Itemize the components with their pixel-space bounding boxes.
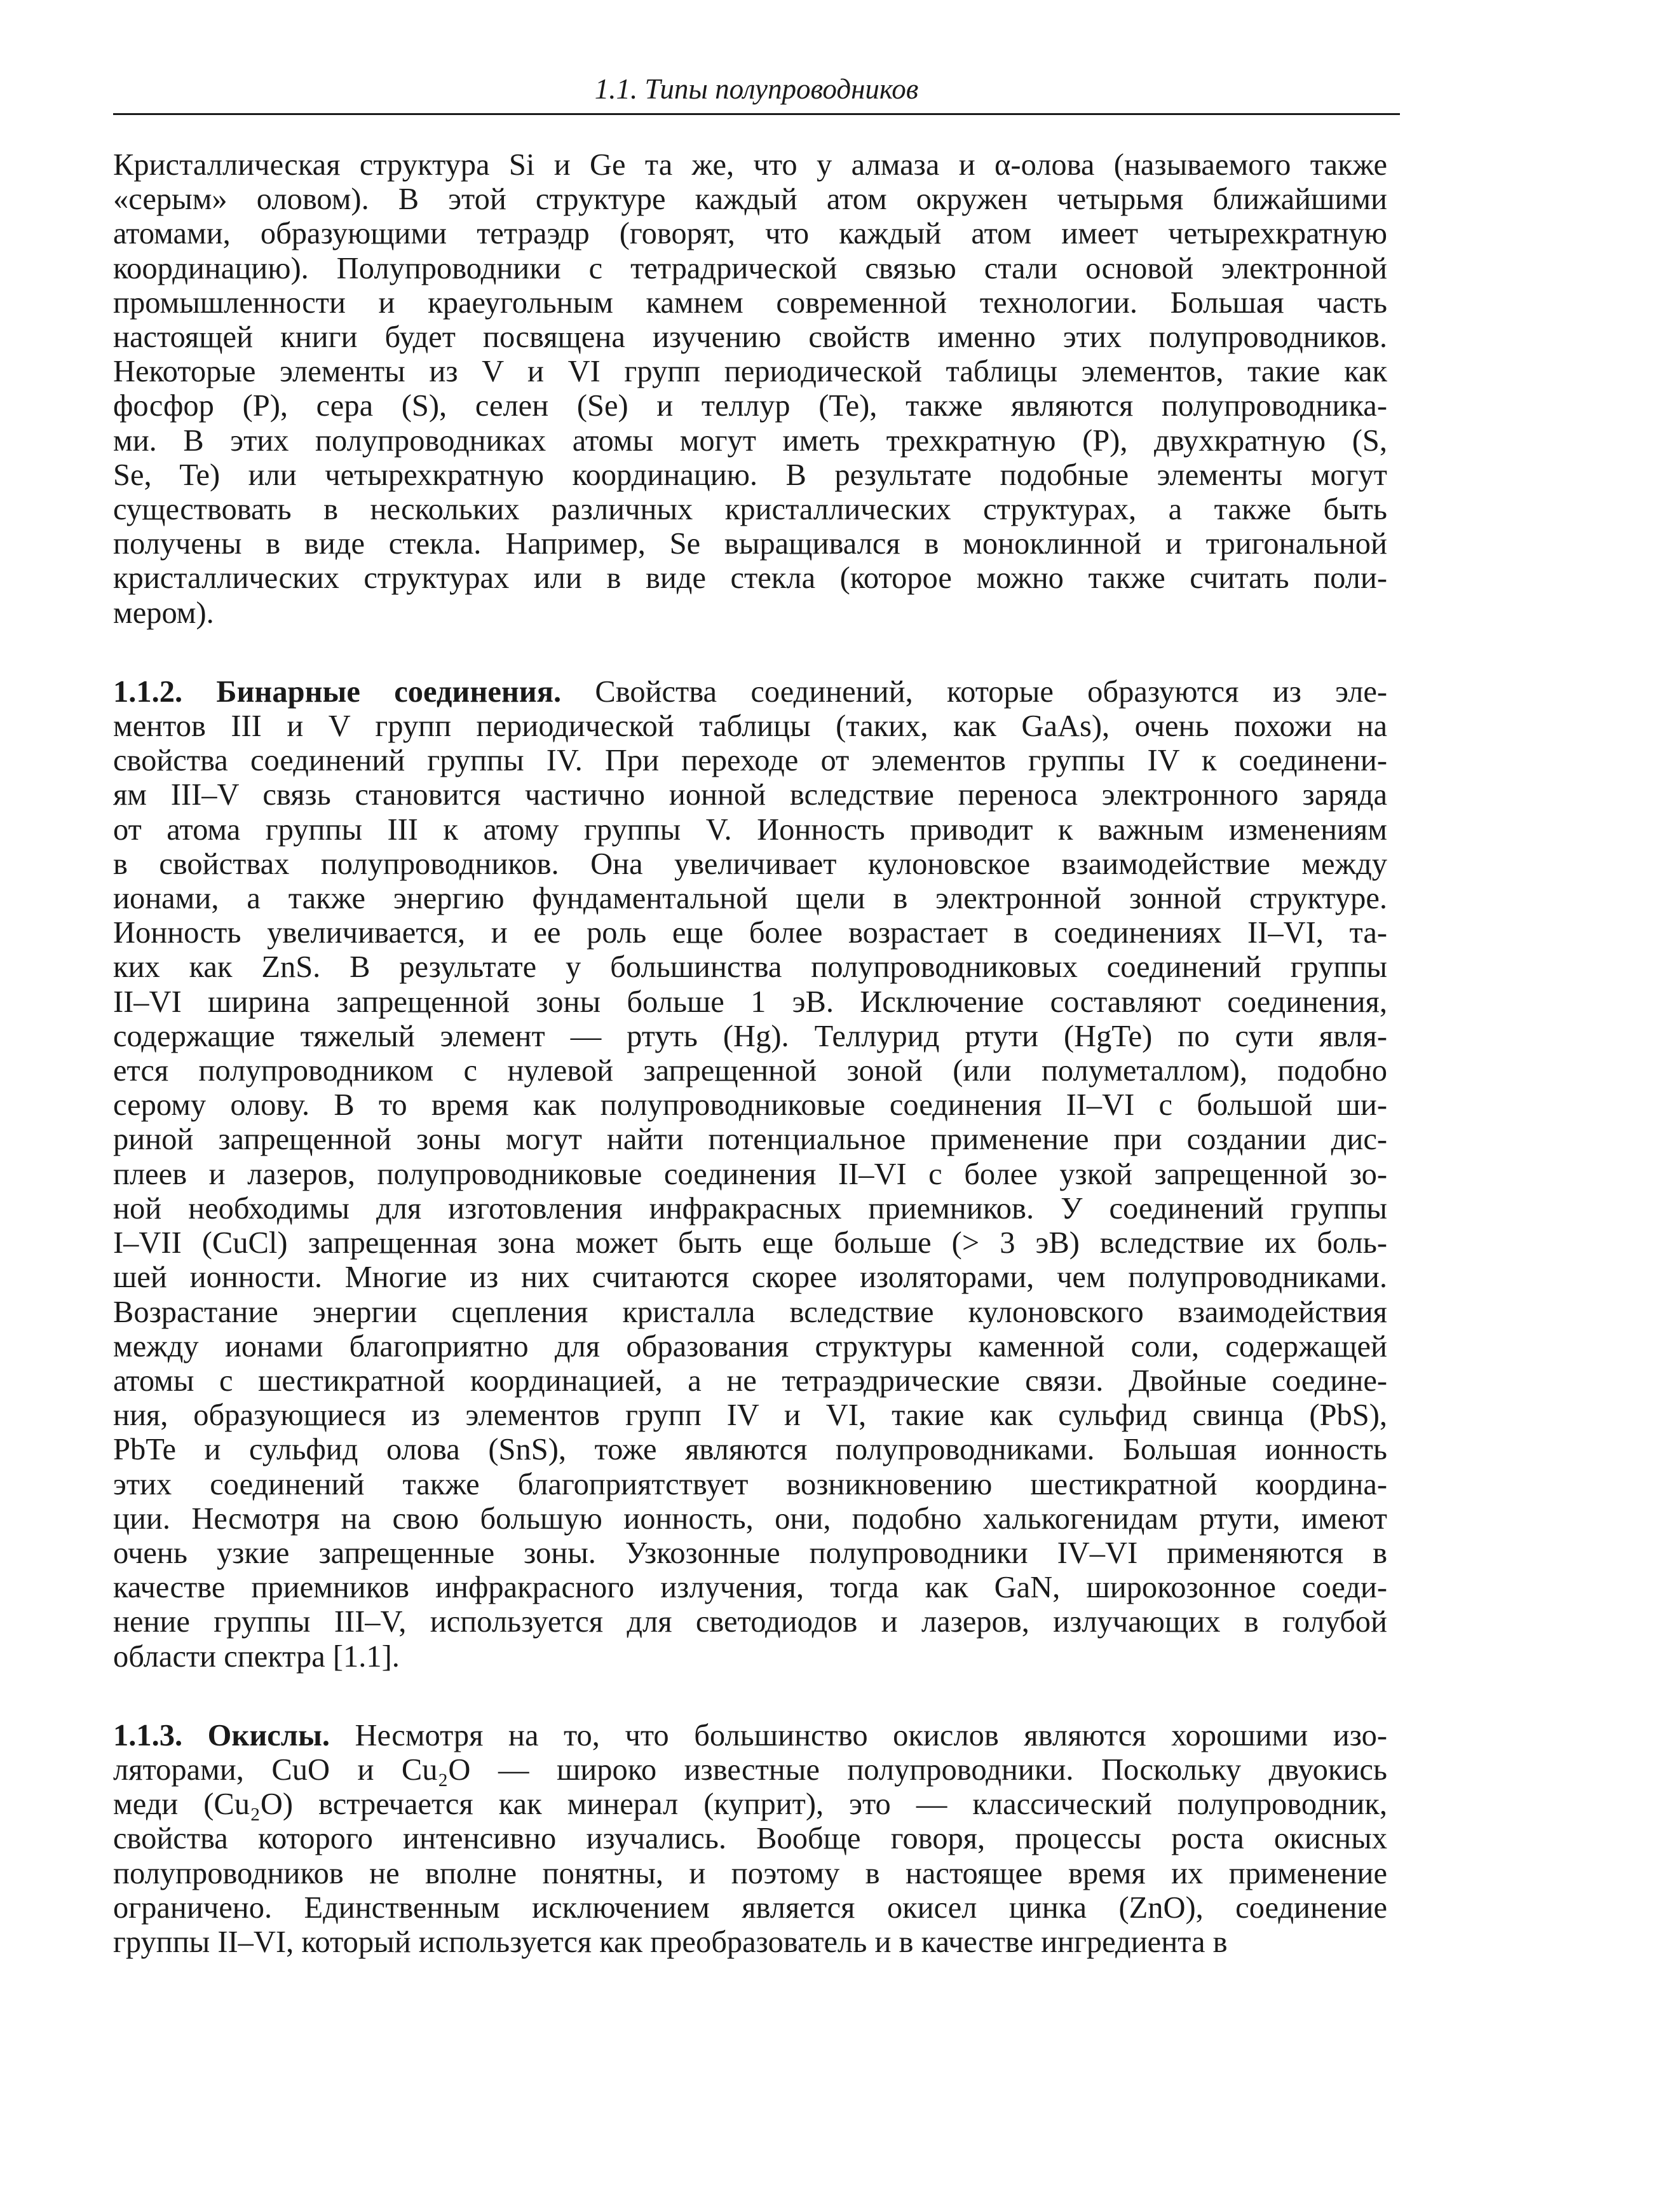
text-line [113,1157,1387,1192]
text-line [113,1433,1387,1467]
text-line [113,286,1387,320]
line-text: кристаллических структурах или в виде стекла (которое можно также считать поли- [113,561,1387,596]
line-text: Свойства соединений, которые образуются из эле- [595,674,1387,709]
text-line [113,1295,1387,1330]
line-text: PbTe и сульфид олова (SnS), тоже являются полупроводниками. Большая ионность [113,1433,1387,1467]
line-text: ям III–V связь становится частично ионной вследствие переноса электронного заряда [113,778,1387,812]
line-text: координацию). Полупроводники с тетрадрической связью стали основой электронной [113,251,1387,285]
running-head [113,70,1400,115]
text-line [113,1468,1387,1502]
text-line [113,1330,1387,1364]
text-line [113,882,1387,916]
line-text: получены в виде стекла. Например, Se выращивался в моноклинной и тригональной [113,527,1387,561]
line-text: меди (Cu₂O) встречается как минерал (куприт), это — классический полупроводник, [113,1787,1387,1822]
line-text: «серым» оловом). В этой структуре каждый атом окружен четырьмя ближайшими [113,182,1387,217]
line-text: ми. В этих полупроводниках атомы могут иметь трехкратную (P), двухкратную (S, [113,423,1387,458]
text-line [113,1054,1387,1088]
text-line [113,916,1387,950]
line-text: Ионность увеличивается, и ее роль еще более возрастает в соединениях II–VI, та- [113,916,1387,950]
line-text: ментов III и V групп периодической таблицы (таких, как GaAs), очень похожи на [113,709,1387,744]
text-line [113,561,1387,596]
line-text: ляторами, CuO и Cu₂O — широко известные полупроводники. Поскольку двуокись [113,1752,1387,1787]
section-title: 1.1.2. Бинарные соединения. [113,674,562,709]
text-line [113,1719,1387,1753]
line-text: атомами, образующими тетраэдр (говорят, что каждый атом имеет четырехкратную [113,217,1387,251]
text-line [113,458,1387,493]
text-line [113,709,1387,744]
text-line [113,847,1387,882]
text-line [113,1502,1387,1536]
text-line [113,1536,1387,1571]
text-line [113,1753,1387,1787]
section-binary-compounds [113,675,1387,1674]
line-text: ких как ZnS. В результате у большинства полупроводниковых соединений группы [113,950,1387,985]
text-line [113,148,1387,182]
line-text: существовать в нескольких различных кристаллических структурах, а также быть [113,493,1387,527]
text-line [113,389,1387,423]
text-line [113,252,1387,286]
running-head-number: 1.1. [594,73,638,105]
text-line [113,1020,1387,1054]
line-text: ния, образующиеся из элементов групп IV и VI, такие как сульфид свинца (PbS), [113,1398,1387,1433]
text-line [113,1088,1387,1123]
line-text: нение группы III–V, используется для светодиодов и лазеров, излучающих в голубой [113,1605,1387,1639]
line-text: очень узкие запрещенные зоны. Узкозонные полупроводники IV–VI применяются в [113,1536,1387,1570]
line-text: между ионами благоприятно для образования структуры каменной соли, содержащей [113,1329,1387,1363]
text-line [113,1571,1387,1605]
text-line [113,1857,1387,1891]
section-title: 1.1.3. Окислы. [113,1718,330,1752]
running-head-title: Типы полупроводников [644,73,919,105]
line-text: области спектра [1.1]. [113,1639,400,1674]
line-text: Se, Te) или четырехкратную координацию. В результате подобные элементы могут [113,458,1387,492]
text-line [113,217,1387,251]
text-line [113,1640,1387,1674]
line-text: II–VI ширина запрещенной зоны больше 1 эВ. Исключение составляют соединения, [113,985,1387,1019]
line-text: серому олову. В то время как полупроводниковые соединения II–VI с большой ши- [113,1088,1387,1123]
line-text: шей ионности. Многие из них считаются скорее изоляторами, чем полупроводниками. [113,1260,1387,1295]
text-line [113,527,1387,561]
line-text: Несмотря на то, что большинство окислов являются хорошими изо- [355,1718,1387,1752]
line-text: промышленности и краеугольным камнем современной технологии. Большая часть [113,285,1387,320]
page [113,70,1387,1960]
line-text: атомы с шестикратной координацией, а не тетраэдрические связи. Двойные соедине- [113,1363,1387,1398]
line-text: группы II–VI, который используется как преобразователь и в качестве ингредиента в [113,1925,1228,1959]
line-text: качестве приемников инфракрасного излучения, тогда как GaN, широкозонное соеди- [113,1571,1387,1605]
text-line [113,493,1387,527]
line-text: Кристаллическая структура Si и Ge та же, что у алмаза и α-олова (называемого также [113,148,1387,182]
line-text: ной необходимы для изготовления инфракрасных приемников. У соединений группы [113,1191,1387,1225]
intro-paragraph [113,148,1387,631]
text-line [113,1925,1387,1960]
text-line [113,1364,1387,1398]
line-text: свойства которого интенсивно изучались. Вообще говоря, процессы роста окисных [113,1822,1387,1856]
line-text: содержащие тяжелый элемент — ртуть (Hg). Теллурид ртути (HgTe) по сути явля- [113,1019,1387,1053]
line-text: этих соединений также благоприятствует возникновению шестикратной координа- [113,1467,1387,1501]
line-text: ции. Несмотря на свою большую ионность, они, подобно халькогенидам ртути, имеют [113,1501,1387,1536]
line-text: полупроводников не вполне понятны, и поэтому в настоящее время их применение [113,1856,1387,1890]
text-line [113,1822,1387,1856]
line-text: риной запрещенной зоны могут найти потенциальное применение при создании дис- [113,1123,1387,1157]
text-line [113,813,1387,847]
line-text: Некоторые элементы из V и VI групп периодической таблицы элементов, такие как [113,355,1387,389]
text-line [113,182,1387,217]
line-text: Возрастание энергии сцепления кристалла вследствие кулоновского взаимодействия [113,1295,1387,1329]
text-line [113,1260,1387,1295]
oxides-paragraph [113,1719,1387,1960]
text-line [113,1787,1387,1822]
line-text: от атома группы III к атому группы V. Ионность приводит к важным изменениям [113,812,1387,847]
text-line [113,985,1387,1020]
text-line [113,1605,1387,1639]
text-line [113,778,1387,812]
section-oxides [113,1719,1387,1960]
line-text: ионами, а также энергию фундаментальной щели в электронной зонной структуре. [113,882,1387,916]
text-line [113,1398,1387,1433]
line-text: свойства соединений группы IV. При переходе от элементов группы IV к соединени- [113,744,1387,778]
line-text: ется полупроводником с нулевой запрещенной зоной (или полуметаллом), подобно [113,1054,1387,1088]
text-line [113,320,1387,355]
binary-compounds-paragraph [113,675,1387,1674]
text-line [113,596,1387,631]
line-text: плеев и лазеров, полупроводниковые соединения II–VI с более узкой запрещенной зо- [113,1157,1387,1191]
text-line [113,1192,1387,1226]
text-line [113,675,1387,709]
line-text: ограничено. Единственным исключением является окисел цинка (ZnO), соединение [113,1890,1387,1925]
text-line [113,744,1387,778]
body-text [113,148,1387,1960]
text-line [113,1891,1387,1925]
text-line [113,1123,1387,1157]
text-line [113,355,1387,389]
line-text: мером). [113,596,214,630]
line-text: I–VII (CuCl) запрещенная зона может быть еще больше (> 3 эВ) вследствие их боль- [113,1226,1387,1260]
line-text: фосфор (P), сера (S), селен (Se) и теллур (Te), также являются полупроводника- [113,389,1387,423]
text-line [113,1226,1387,1260]
line-text: настоящей книги будет посвящена изучению свойств именно этих полупроводников. [113,320,1387,355]
text-line [113,950,1387,985]
line-text: в свойствах полупроводников. Она увеличивает кулоновское взаимодействие между [113,847,1387,881]
text-line [113,424,1387,458]
